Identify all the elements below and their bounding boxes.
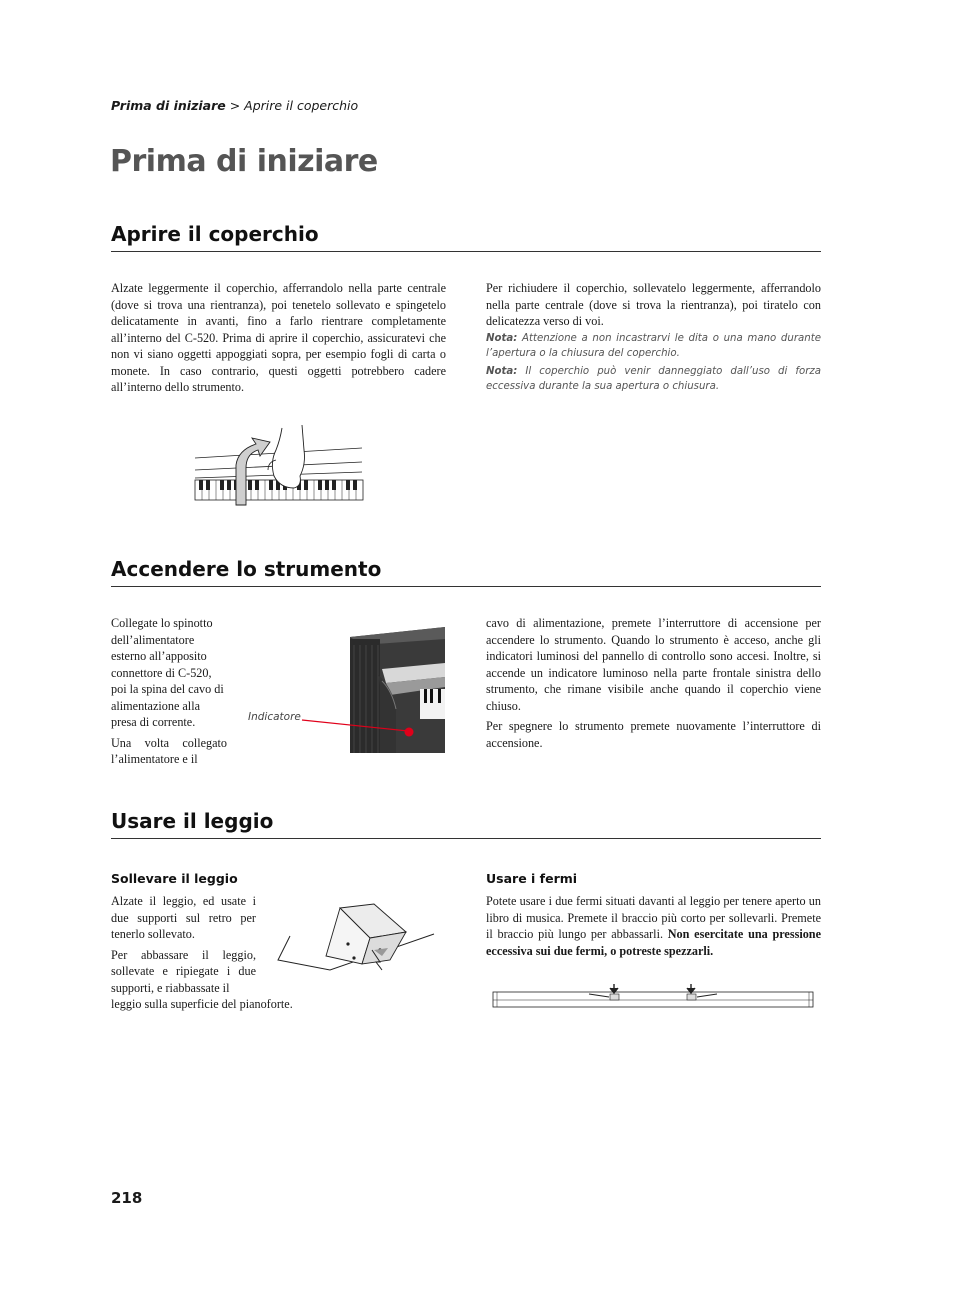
note-1 xyxy=(486,331,821,361)
power-right-paragraph-1: cavo di alimentazione, premete l’interruttore di accensione per accendere lo strumento. Quando lo strumento è acceso, anche gli indicatori luminosi del pannello di controllo sono accesi. Inoltre, si accende un indicatore luminoso nella parte frontale sinistra dello strumento, che rimane visibile anche quando il coperchio viene chiuso. xyxy=(486,616,821,713)
lid-right-column xyxy=(486,280,821,394)
power-indicator-illustration xyxy=(300,625,448,755)
power-right-paragraph-2: Per spegnere lo strumento premete nuovamente l’interruttore di accensione. xyxy=(486,719,821,750)
section-heading-stand: Usare il leggio xyxy=(111,809,274,833)
section-heading-power: Accendere lo strumento xyxy=(111,557,382,581)
page-clips-illustration xyxy=(491,982,817,1010)
power-left-column xyxy=(111,615,227,768)
lid-right-paragraph: Per richiudere il coperchio, sollevatelo leggermente, afferrandolo nella parte centrale (dove si trova la rientranza), poi tiratelo con delicatezza verso di voi. xyxy=(486,281,821,328)
music-stand-illustration xyxy=(270,898,440,978)
indicator-label: Indicatore xyxy=(248,711,301,723)
stand-left-paragraph-3: leggio sulla superficie del pianoforte. xyxy=(111,997,293,1011)
power-right-column xyxy=(486,615,821,751)
page-title: Prima di iniziare xyxy=(110,144,378,179)
stand-right-text: Potete usare i due fermi situati davanti al leggio per tenere aperto un libro di musica. Premete il braccio più corto per sollevarli. Premete il braccio più lungo per abbassarli. xyxy=(486,894,821,941)
section-rule xyxy=(111,838,821,839)
stand-right-warning: Non esercitate una pressione eccessiva sui due fermi, o potreste spezzarli. xyxy=(486,927,821,958)
breadcrumb-separator: > xyxy=(225,98,245,113)
power-left-paragraph-2: Una volta collegato l’alimentatore e il xyxy=(111,735,227,766)
section-heading-lid: Aprire il coperchio xyxy=(111,222,319,246)
note-text: Attenzione a non incastrarvi le dita o una mano durante l’apertura o la chiusura del coperchio. xyxy=(486,332,821,359)
lid-left-paragraph: Alzate leggermente il coperchio, afferrandolo nella parte centrale (dove si trova una rientranza), poi tenetelo sollevato e spingetelo delicatamente in avanti, fino a farlo rientrare completamente all’interno del C-520. Prima di aprire il coperchio, assicuratevi che non vi siano oggetti appoggiati sopra, per esempio fogli di carta o monete. In caso contrario, questi oggetti potrebbero cadere all’interno dello strumento. xyxy=(111,281,446,394)
note-label: Nota: xyxy=(486,365,518,377)
lid-opening-illustration xyxy=(190,420,370,515)
stand-left-paragraph-2: Per abbassare il leggio, sollevate e ripiegate i due supporti, e riabbassate il xyxy=(111,947,256,995)
breadcrumb xyxy=(111,98,358,113)
note-label: Nota: xyxy=(486,332,518,344)
section-rule xyxy=(111,586,821,587)
page-number: 218 xyxy=(111,1189,143,1207)
stand-left-paragraph-1: Alzate il leggio, ed usate i due supporti sul retro per tenerlo sollevato. xyxy=(111,894,256,941)
breadcrumb-current: Aprire il coperchio xyxy=(244,98,359,113)
section-rule xyxy=(111,251,821,252)
note-text: Il coperchio può venir danneggiato dall’uso di forza eccessiva durante la sua apertura o chiusura. xyxy=(486,365,821,392)
subheading-use-clips: Usare i fermi xyxy=(486,871,578,886)
stand-left-column xyxy=(111,893,256,996)
subheading-raise-stand: Sollevare il leggio xyxy=(111,871,238,886)
breadcrumb-section: Prima di iniziare xyxy=(111,98,226,113)
note-2 xyxy=(486,364,821,394)
stand-right-paragraph xyxy=(486,893,821,959)
power-left-paragraph-1: Collegate lo spinotto dell’alimentatore esterno all’apposito connettore di C-520, poi la spina del cavo di alimentazione alla presa di corrente. xyxy=(111,616,224,729)
